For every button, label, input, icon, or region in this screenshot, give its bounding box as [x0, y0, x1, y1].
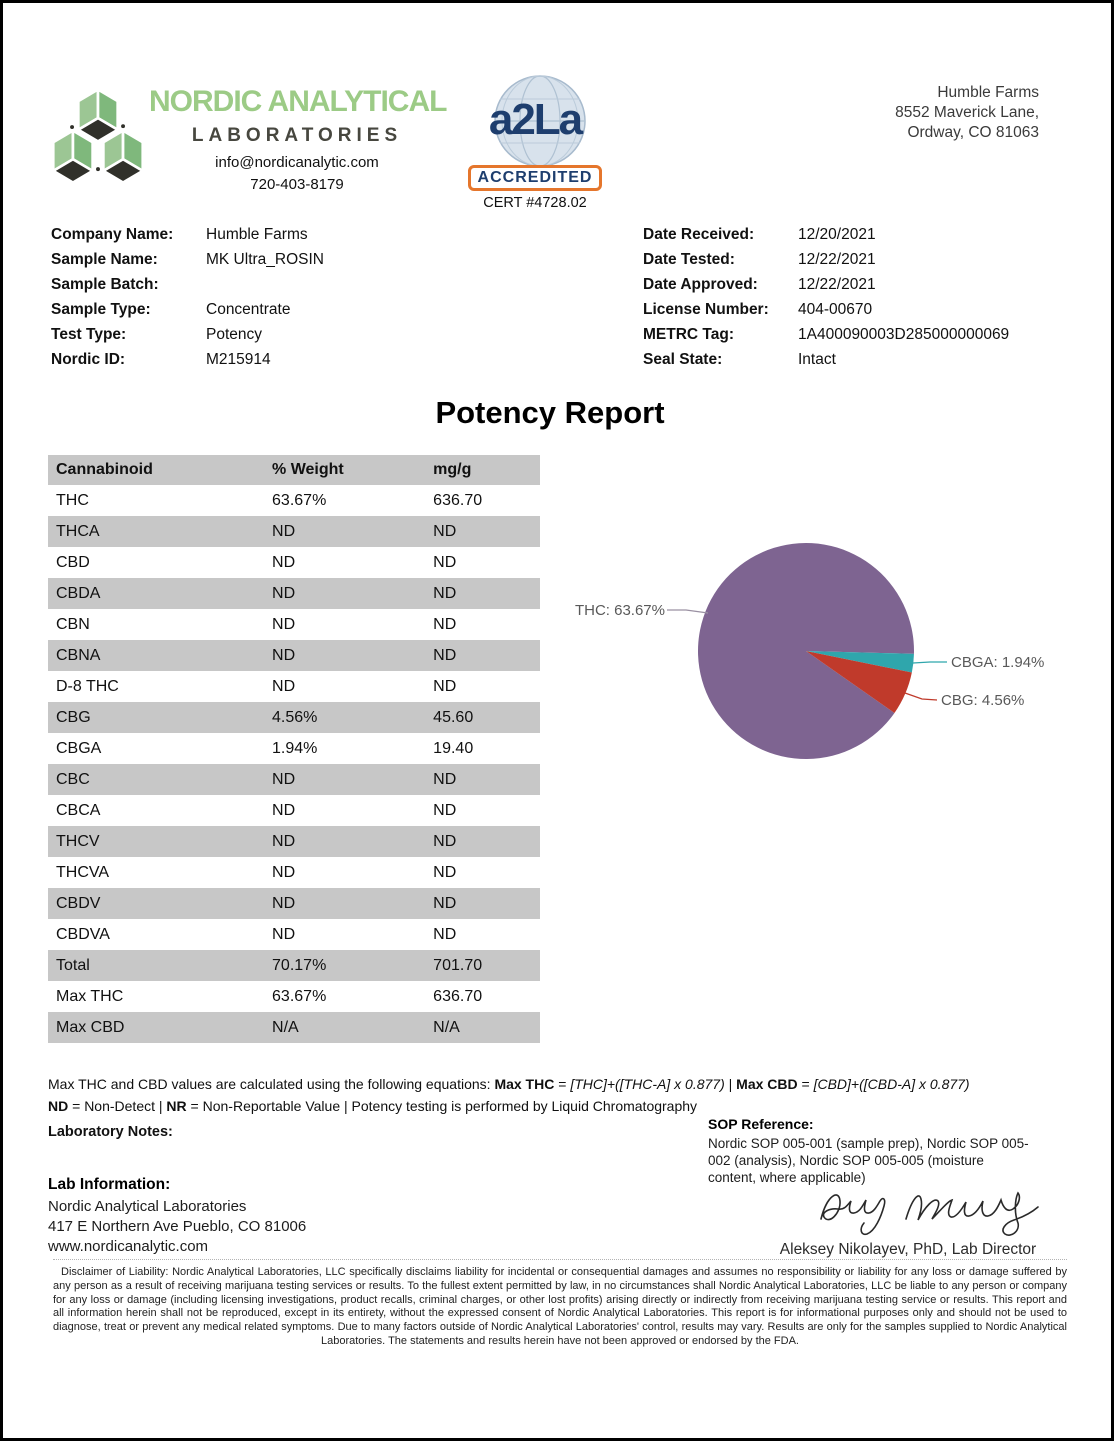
note-segment: [CBD]+([CBD-A] x 0.877) [813, 1076, 970, 1092]
table-cell: ND [272, 615, 296, 633]
max-thc-cbd-equation-note [48, 1073, 1074, 1095]
lab-information-lines [48, 1197, 306, 1257]
accreditation-cert-number: CERT #4728.02 [483, 195, 587, 211]
table-cell: ND [272, 553, 296, 571]
table-cell: CBC [48, 764, 264, 795]
calculation-notes [48, 1073, 1074, 1117]
table-cell: ND [272, 801, 296, 819]
info-row [51, 247, 481, 272]
note-segment: Max CBD [736, 1076, 798, 1092]
report-title: Potency Report [435, 395, 665, 430]
lab-information-line: 417 E Northern Ave Pueblo, CO 81006 [48, 1218, 307, 1235]
thc-leader-line [667, 610, 708, 613]
field-value: 12/22/2021 [798, 250, 876, 268]
table-cell: ND [264, 578, 425, 609]
note-segment: NR [166, 1098, 187, 1114]
sample-info-right [643, 222, 1083, 372]
sop-reference [708, 1116, 1030, 1186]
note-segment: ND [48, 1098, 69, 1114]
table-header-row [48, 455, 540, 485]
table-cell: ND [433, 553, 457, 571]
field-label: Date Tested: [643, 250, 735, 268]
table-cell: ND [433, 801, 457, 819]
cannabinoid-table [48, 455, 540, 1043]
sop-reference-title: SOP Reference: [708, 1116, 814, 1132]
table-row [48, 764, 540, 795]
client-address-line: Humble Farms [937, 84, 1039, 101]
note-segment: Max THC [494, 1076, 555, 1092]
table-row [48, 702, 540, 733]
lab-phone: 720-403-8179 [250, 176, 344, 193]
table-cell: 1.94% [272, 739, 318, 757]
field-label: METRC Tag: [643, 325, 734, 343]
table-cell: 636.70 [433, 987, 483, 1005]
info-row [643, 222, 1083, 247]
table-row [48, 888, 540, 919]
field-label: Sample Name: [51, 250, 158, 268]
field-value: Potency [206, 325, 263, 343]
table-cell: D-8 THC [56, 677, 119, 695]
field-label: Nordic ID: [51, 350, 126, 368]
pie-label-cbg: CBG: 4.56% [941, 692, 1025, 709]
table-cell: 701.70 [425, 950, 540, 981]
lab-email: info@nordicanalytic.com [215, 154, 379, 171]
table-row [48, 485, 540, 516]
info-row [643, 272, 1083, 297]
table-cell: ND [425, 516, 540, 547]
potency-pie-chart [558, 533, 1063, 773]
lab-information [48, 1175, 306, 1257]
field-value: 12/22/2021 [798, 275, 876, 293]
table-row [48, 578, 540, 609]
lab-information-title: Lab Information: [48, 1176, 171, 1193]
table-row [48, 733, 540, 764]
field-label: Date Received: [643, 225, 755, 243]
table-cell: ND [433, 615, 457, 633]
table-row [48, 1012, 540, 1043]
table-cell: ND [272, 925, 296, 943]
cbga-leader-line [913, 662, 947, 663]
note-segment: = Non-Detect | [68, 1098, 167, 1114]
lab-subtitle: LABORATORIES [191, 125, 403, 146]
note-segment: = [554, 1076, 571, 1092]
table-cell: CBG [48, 702, 264, 733]
table-row [48, 671, 540, 702]
table-cell: ND [272, 677, 296, 695]
table-cell: CBCA [56, 801, 101, 819]
lab-information-line: Nordic Analytical Laboratories [48, 1198, 247, 1215]
table-cell: ND [264, 764, 425, 795]
field-label: Company Name: [51, 225, 174, 243]
table-cell: THCVA [56, 863, 110, 881]
table-row [48, 547, 540, 578]
info-row [51, 322, 481, 347]
column-header: Cannabinoid [48, 455, 264, 485]
column-header: % Weight [264, 455, 425, 485]
signatory-name: Aleksey Nikolayev, PhD, Lab Director [779, 1241, 1037, 1258]
table-cell: CBN [56, 615, 90, 633]
client-address [895, 83, 1039, 143]
info-row [51, 272, 481, 297]
table-cell: ND [425, 640, 540, 671]
sop-reference-body: Nordic SOP 005-001 (sample prep), Nordic SOP 005-002 (analysis), Nordic SOP 005-005 (moisture content, where applicable) [708, 1136, 1029, 1185]
lab-name: NORDIC ANALYTICAL [149, 85, 447, 118]
disclaimer-text: Disclaimer of Liability: Nordic Analytical Laboratories, LLC specifically disclaims liability for incidental or consequential damages and assumes no responsibility or liability for any loss or damage suffered by any person as a result of receiving marijuana testing services or results. To the fullest extent permitted by law, in no circumstances shall Nordic Analytical Laboratories, LLC be liable to any person or company for any loss or damage (including licensing investigations, product recalls, criminal charges, or other lost profits) arising directly or indirectly from receiving marijuana testing service or results. This report and all information herein shall not be reproduced, except in its entirety, without the expressed consent of Nordic Analytical Laboratories. This report is for informational purposes only and should not be used to diagnose, treat or prevent any medical related symptoms. Due to many factors outside of Nordic Analytical Laboratories' control, results may vary. Results are only for the samples supplied to Nordic Analytical Laboratories. The statements and results herein have not been approved or endorsed by the FDA. [53, 1259, 1067, 1349]
table-row [48, 919, 540, 950]
table-cell: 636.70 [433, 491, 483, 509]
table-cell: ND [433, 677, 457, 695]
info-row [643, 347, 1083, 372]
table-cell: N/A [425, 1012, 540, 1043]
field-value: Intact [798, 350, 836, 368]
laboratory-notes-label: Laboratory Notes: [48, 1124, 173, 1140]
note-segment: Max THC and CBD values are calculated using the following equations: [48, 1076, 495, 1092]
table-row [48, 857, 540, 888]
table-cell: 70.17% [264, 950, 425, 981]
field-value: 12/20/2021 [798, 225, 876, 243]
note-segment: | [724, 1076, 737, 1092]
table-cell: 19.40 [433, 739, 474, 757]
pie-label-thc: THC: 63.67% [574, 602, 665, 619]
note-segment: = [797, 1076, 814, 1092]
note-segment: [THC]+([THC-A] x 0.877) [570, 1076, 725, 1092]
cbg-leader-line [905, 693, 937, 700]
table-row [48, 640, 540, 671]
table-row [48, 826, 540, 857]
pie-slice-thc [698, 543, 914, 759]
table-row [48, 795, 540, 826]
table-cell: ND [264, 888, 425, 919]
field-label: Date Approved: [643, 275, 758, 293]
nd-nr-definition-note [48, 1095, 1074, 1117]
field-value: 1A400090003D285000000069 [798, 325, 1010, 343]
info-row [51, 222, 481, 247]
client-address-line: Ordway, CO 81063 [907, 124, 1039, 141]
nordic-hexagon-logo [47, 79, 149, 193]
table-cell: 63.67% [272, 987, 327, 1005]
sample-info-left [51, 222, 481, 372]
table-cell: ND [425, 888, 540, 919]
client-address-line: 8552 Maverick Lane, [895, 104, 1039, 121]
field-label: License Number: [643, 300, 769, 318]
field-label: Sample Type: [51, 300, 151, 318]
table-cell: CBD [56, 553, 90, 571]
table-cell: 63.67% [272, 491, 327, 509]
table-cell: Total [48, 950, 264, 981]
field-label: Seal State: [643, 350, 723, 368]
column-header: mg/g [425, 455, 540, 485]
field-value: MK Ultra_ROSIN [206, 250, 324, 268]
info-row [643, 297, 1083, 322]
a2la-accreditation-logo [455, 73, 615, 211]
lab-header [149, 85, 445, 193]
pie-label-cbga: CBGA: 1.94% [951, 654, 1045, 671]
table-cell: ND [425, 578, 540, 609]
table-cell: N/A [264, 1012, 425, 1043]
table-cell: THCV [48, 826, 264, 857]
table-cell: THCA [48, 516, 264, 547]
table-cell: ND [433, 863, 457, 881]
field-label: Test Type: [51, 325, 127, 343]
field-label: Sample Batch: [51, 275, 159, 293]
field-value: Concentrate [206, 300, 291, 318]
table-cell: ND [264, 640, 425, 671]
info-row [51, 347, 481, 372]
table-cell: 45.60 [425, 702, 540, 733]
accredited-badge: ACCREDITED [468, 165, 603, 191]
info-row [51, 297, 481, 322]
table-cell: ND [425, 826, 540, 857]
lab-information-line: www.nordicanalytic.com [48, 1238, 209, 1255]
field-value: M215914 [206, 350, 271, 368]
table-row [48, 981, 540, 1012]
field-value: 404-00670 [798, 300, 873, 318]
table-row [48, 950, 540, 981]
field-value: Humble Farms [206, 225, 308, 243]
a2la-wordmark: a2La [488, 95, 582, 144]
note-segment: = Non-Reportable Value | Potency testing is performed by Liquid Chromatography [186, 1098, 698, 1114]
table-cell: 4.56% [264, 702, 425, 733]
table-cell: ND [425, 764, 540, 795]
table-cell: Max THC [56, 987, 124, 1005]
table-row [48, 609, 540, 640]
table-cell: CBDA [48, 578, 264, 609]
table-cell: CBNA [48, 640, 264, 671]
table-cell: ND [264, 516, 425, 547]
table-cell: ND [272, 863, 296, 881]
info-row [643, 322, 1083, 347]
info-row [643, 247, 1083, 272]
table-cell: ND [433, 925, 457, 943]
table-cell: Max CBD [48, 1012, 264, 1043]
table-cell: THC [56, 491, 89, 509]
director-signature [811, 1179, 1046, 1239]
table-cell: ND [264, 826, 425, 857]
table-cell: CBDVA [56, 925, 110, 943]
table-cell: CBDV [48, 888, 264, 919]
table-cell: CBGA [56, 739, 102, 757]
table-row [48, 516, 540, 547]
